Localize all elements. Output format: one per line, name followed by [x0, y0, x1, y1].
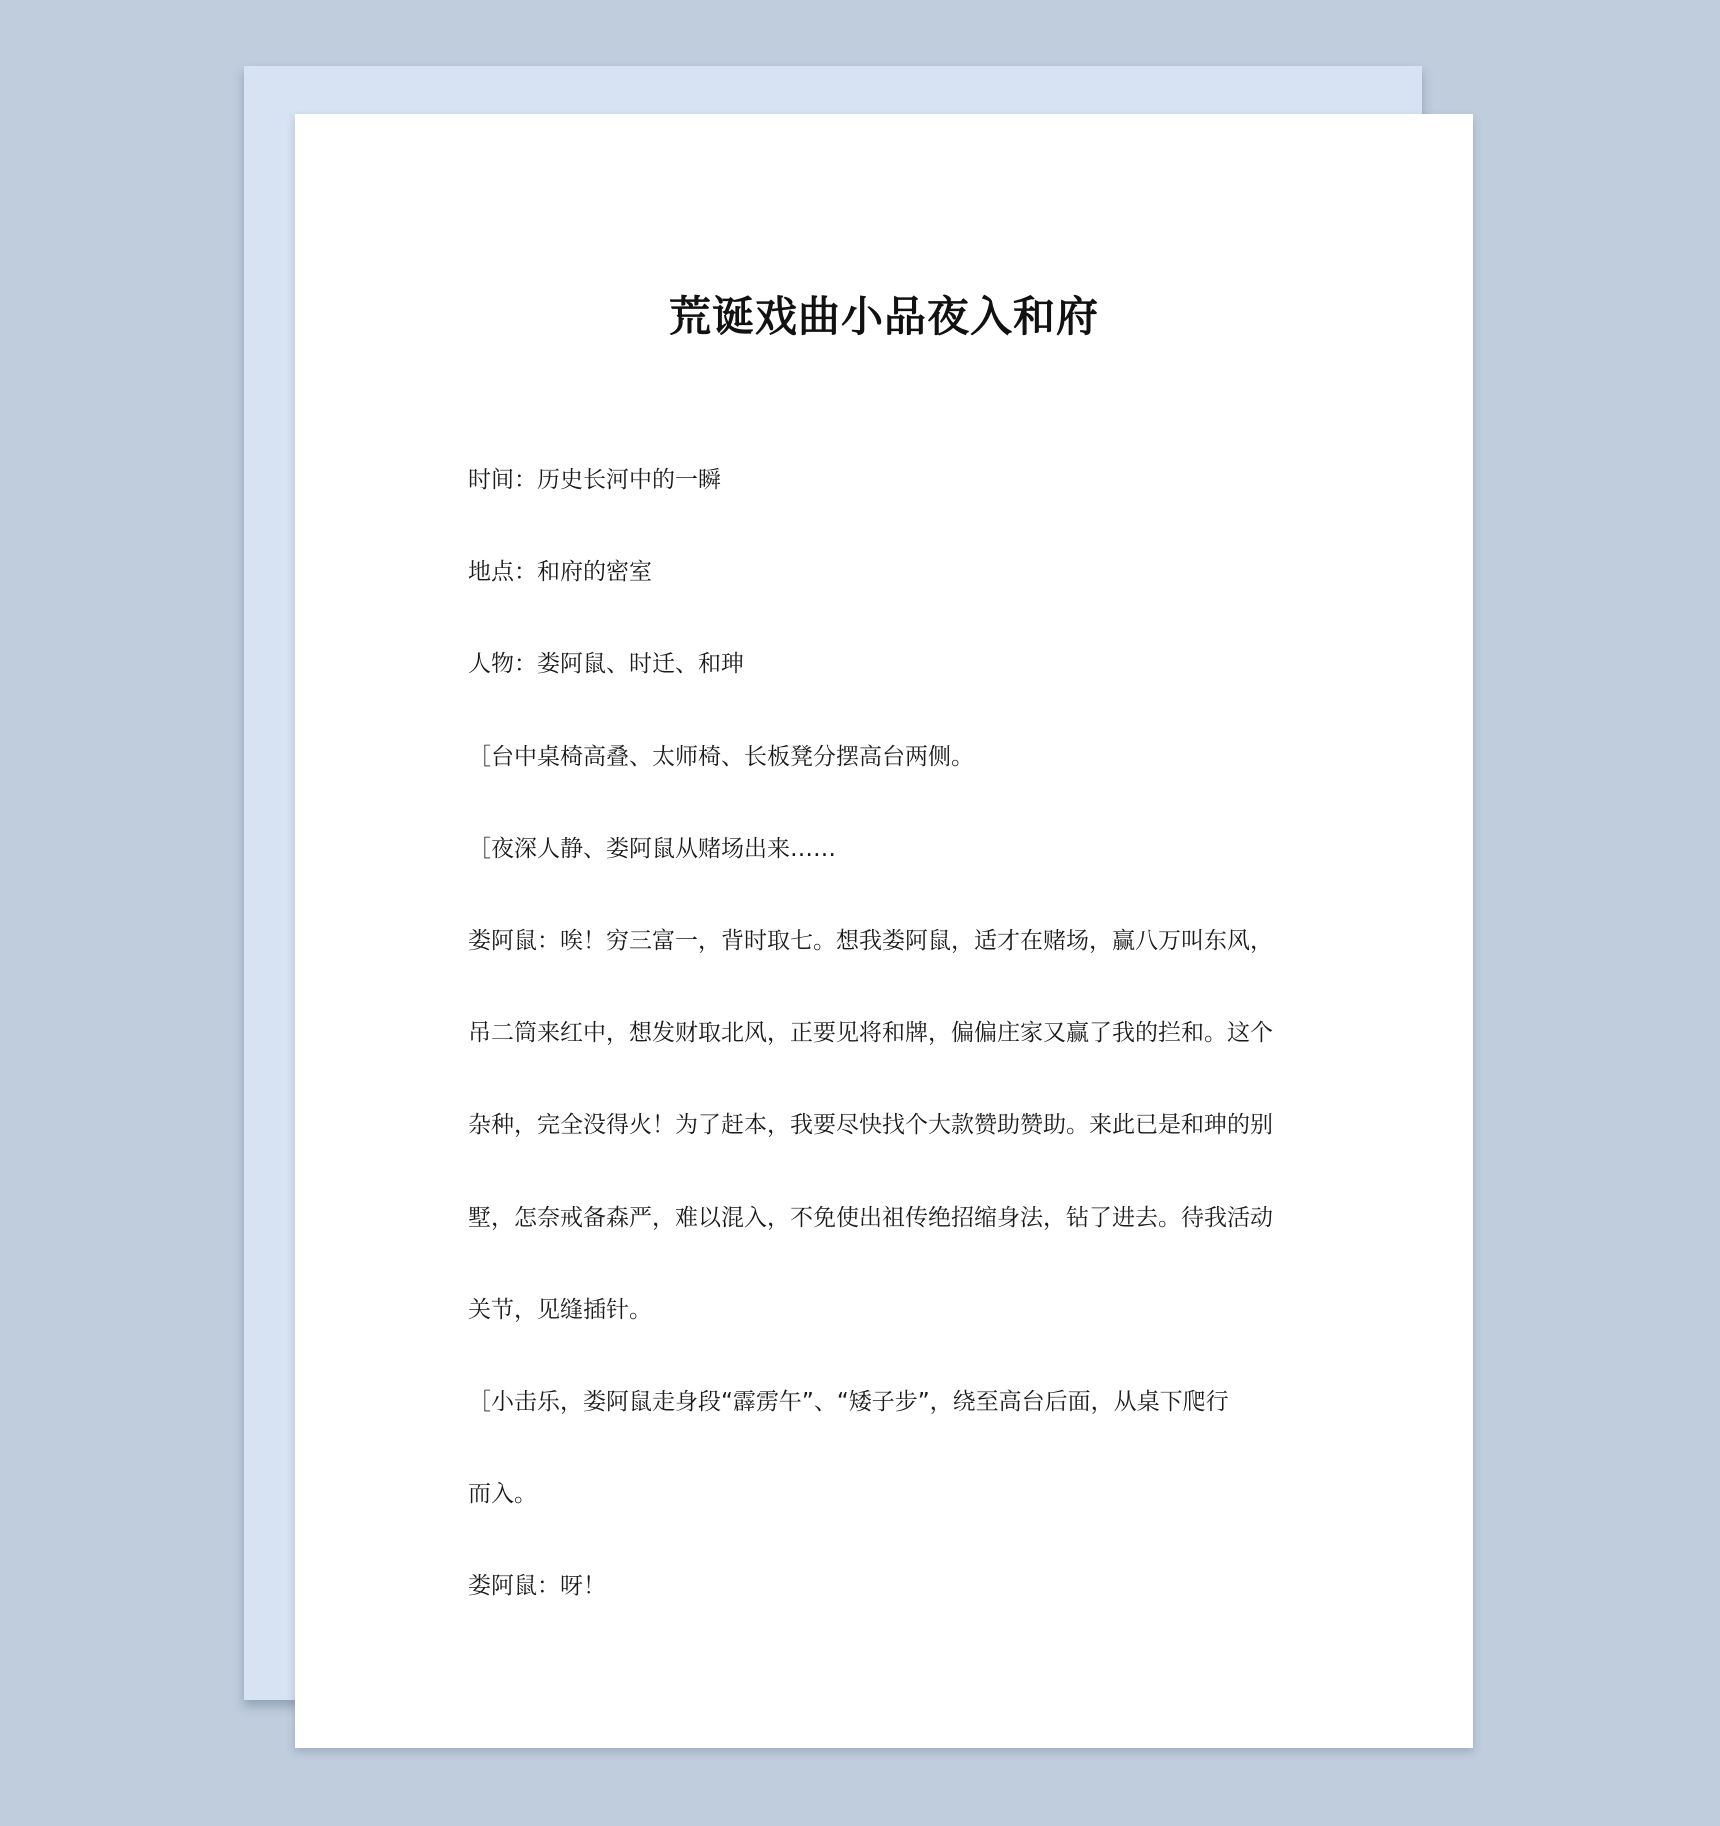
dialogue-line: 杂种，完全没得火！为了赶本，我要尽快找个大款赞助赞助。来此已是和珅的别	[468, 1112, 1273, 1139]
dialogue-line: 娄阿鼠：呀！	[468, 1573, 606, 1600]
text-line-time: 时间：历史长河中的一瞬	[468, 467, 721, 493]
dialogue-line: 关节，见缝插针。	[468, 1296, 652, 1323]
text-line-characters: 人物：娄阿鼠、时迁、和珅	[468, 651, 744, 678]
stage-direction-line: ［小击乐，娄阿鼠走身段“霹雳午”、“矮子步”，绕至高台后面，从桌下爬行	[468, 1388, 1229, 1415]
stage-direction-line: 而入。	[468, 1481, 537, 1508]
document-title: 荒诞戏曲小品夜入和府	[668, 292, 1099, 341]
document-body	[468, 434, 1300, 1632]
stage-direction-line: ［台中桌椅高叠、太师椅、长板凳分摆高台两侧。	[468, 743, 974, 770]
dialogue-line: 墅，怎奈戒备森严，难以混入，不免使出祖传绝招缩身法，钻了进去。待我活动	[468, 1204, 1273, 1231]
document-page	[295, 114, 1473, 1748]
dialogue-line: 吊二筒来红中，想发财取北风，正要见将和牌，偏偏庄家又赢了我的拦和。这个	[468, 1020, 1273, 1047]
stage-direction-line: ［夜深人静、娄阿鼠从赌场出来……	[468, 835, 836, 862]
text-line-place: 地点：和府的密室	[468, 559, 652, 586]
dialogue-line: 娄阿鼠：唉！穷三富一，背时取七。想我娄阿鼠，适才在赌场，赢八万叫东风，	[468, 927, 1273, 954]
